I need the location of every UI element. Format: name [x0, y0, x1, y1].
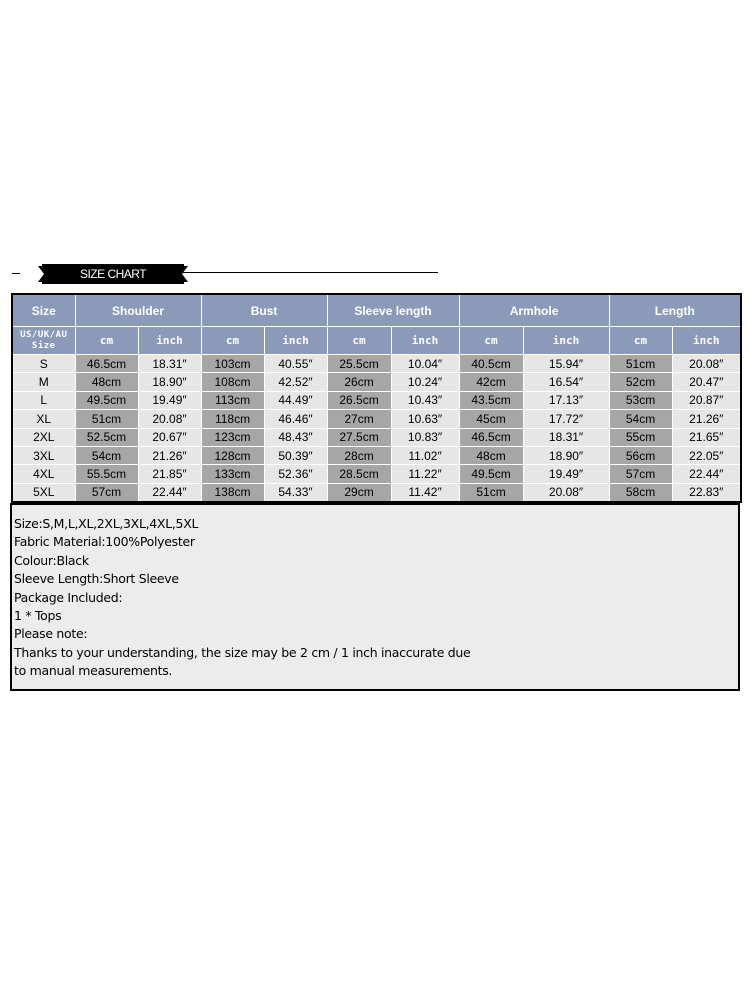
header-rule — [182, 272, 438, 273]
cm-value-cell: 49.5cm — [75, 391, 138, 409]
cm-value-cell: 51cm — [75, 410, 138, 428]
unit-cm: cm — [201, 327, 264, 355]
cm-value-cell: 103cm — [201, 355, 264, 373]
size-label-cell: 4XL — [12, 465, 75, 483]
inch-value-cell: 17.72″ — [523, 410, 609, 428]
cm-value-cell: 138cm — [201, 483, 264, 502]
note-line: 1 * Tops — [14, 608, 62, 623]
cm-value-cell: 53cm — [609, 391, 672, 409]
product-notes — [10, 503, 740, 691]
header-bust: Bust — [201, 294, 327, 327]
cm-value-cell: 108cm — [201, 373, 264, 391]
table-row — [12, 355, 741, 373]
size-table — [11, 293, 742, 503]
size-label-cell: 3XL — [12, 446, 75, 464]
inch-value-cell: 40.55″ — [264, 355, 327, 373]
cm-value-cell: 27cm — [327, 410, 391, 428]
inch-value-cell: 22.05″ — [672, 446, 741, 464]
cm-value-cell: 45cm — [459, 410, 523, 428]
table-group-header — [12, 294, 741, 327]
inch-value-cell: 21.26″ — [672, 410, 741, 428]
size-chart-title: SIZE CHART — [79, 267, 147, 281]
inch-value-cell: 20.47″ — [672, 373, 741, 391]
size-label-cell: M — [12, 373, 75, 391]
header-dash — [12, 273, 20, 274]
cm-value-cell: 52cm — [609, 373, 672, 391]
table-row — [12, 446, 741, 464]
inch-value-cell: 21.26″ — [138, 446, 201, 464]
size-label-cell: 5XL — [12, 483, 75, 502]
header-length: Length — [609, 294, 741, 327]
cm-value-cell: 51cm — [609, 355, 672, 373]
cm-value-cell: 25.5cm — [327, 355, 391, 373]
unit-inch: inch — [672, 327, 741, 355]
inch-value-cell: 20.08″ — [138, 410, 201, 428]
inch-value-cell: 18.31″ — [523, 428, 609, 446]
inch-value-cell: 10.83″ — [391, 428, 459, 446]
note-line: to manual measurements. — [14, 663, 173, 679]
unit-cm: cm — [609, 327, 672, 355]
cm-value-cell: 28cm — [327, 446, 391, 464]
cm-value-cell: 128cm — [201, 446, 264, 464]
inch-value-cell: 22.44″ — [138, 483, 201, 502]
inch-value-cell: 10.63″ — [391, 410, 459, 428]
inch-value-cell: 48.43″ — [264, 428, 327, 446]
inch-value-cell: 11.42″ — [391, 483, 459, 502]
cm-value-cell: 27.5cm — [327, 428, 391, 446]
header-armhole: Armhole — [459, 294, 609, 327]
cm-value-cell: 55.5cm — [75, 465, 138, 483]
inch-value-cell: 19.49″ — [138, 391, 201, 409]
header-shoulder: Shoulder — [75, 294, 201, 327]
cm-value-cell: 57cm — [75, 483, 138, 502]
table-row — [12, 465, 741, 483]
inch-value-cell: 22.44″ — [672, 465, 741, 483]
table-row — [12, 428, 741, 446]
inch-value-cell: 10.43″ — [391, 391, 459, 409]
cm-value-cell: 42cm — [459, 373, 523, 391]
inch-value-cell: 21.65″ — [672, 428, 741, 446]
note-line: Size:S,M,L,XL,2XL,3XL,4XL,5XL — [14, 516, 199, 531]
inch-value-cell: 15.94″ — [523, 355, 609, 373]
inch-value-cell: 18.90″ — [523, 446, 609, 464]
cm-value-cell: 43.5cm — [459, 391, 523, 409]
inch-value-cell: 16.54″ — [523, 373, 609, 391]
inch-value-cell: 20.08″ — [523, 483, 609, 502]
cm-value-cell: 55cm — [609, 428, 672, 446]
inch-value-cell: 52.36″ — [264, 465, 327, 483]
cm-value-cell: 26cm — [327, 373, 391, 391]
cm-value-cell: 54cm — [609, 410, 672, 428]
inch-value-cell: 20.08″ — [672, 355, 741, 373]
header-sleeve-length: Sleeve length — [327, 294, 459, 327]
inch-value-cell: 20.87″ — [672, 391, 741, 409]
size-label-cell: L — [12, 391, 75, 409]
unit-inch: inch — [264, 327, 327, 355]
table-row — [12, 373, 741, 391]
cm-value-cell: 29cm — [327, 483, 391, 502]
cm-value-cell: 46.5cm — [459, 428, 523, 446]
inch-value-cell: 10.04″ — [391, 355, 459, 373]
size-label-cell: 2XL — [12, 428, 75, 446]
unit-inch: inch — [523, 327, 609, 355]
unit-inch: inch — [391, 327, 459, 355]
inch-value-cell: 11.22″ — [391, 465, 459, 483]
unit-cm: cm — [327, 327, 391, 355]
unit-cm: cm — [459, 327, 523, 355]
table-row — [12, 483, 741, 502]
table-row — [12, 391, 741, 409]
cm-value-cell: 26.5cm — [327, 391, 391, 409]
cm-value-cell: 118cm — [201, 410, 264, 428]
size-label-cell: XL — [12, 410, 75, 428]
size-label-cell: S — [12, 355, 75, 373]
cm-value-cell: 52.5cm — [75, 428, 138, 446]
note-line: Fabric Material:100%Polyester — [14, 534, 195, 550]
inch-value-cell: 42.52″ — [264, 373, 327, 391]
inch-value-cell: 22.83″ — [672, 483, 741, 502]
note-line: Package Included: — [14, 589, 123, 605]
cm-value-cell: 58cm — [609, 483, 672, 502]
cm-value-cell: 48cm — [75, 373, 138, 391]
inch-value-cell: 11.02″ — [391, 446, 459, 464]
cm-value-cell: 123cm — [201, 428, 264, 446]
cm-value-cell: 40.5cm — [459, 355, 523, 373]
inch-value-cell: 18.90″ — [138, 373, 201, 391]
header-size-region: US/UK/AU Size — [12, 327, 75, 355]
inch-value-cell: 20.67″ — [138, 428, 201, 446]
note-line: Please note: — [14, 626, 88, 642]
cm-value-cell: 28.5cm — [327, 465, 391, 483]
cm-value-cell: 133cm — [201, 465, 264, 483]
cm-value-cell: 46.5cm — [75, 355, 138, 373]
note-line: Thanks to your understanding, the size may be 2 cm / 1 inch inaccurate due — [14, 644, 471, 660]
inch-value-cell: 54.33″ — [264, 483, 327, 502]
inch-value-cell: 10.24″ — [391, 373, 459, 391]
unit-cm: cm — [75, 327, 138, 355]
inch-value-cell: 46.46″ — [264, 410, 327, 428]
note-line: Sleeve Length:Short Sleeve — [14, 571, 179, 587]
cm-value-cell: 56cm — [609, 446, 672, 464]
cm-value-cell: 48cm — [459, 446, 523, 464]
inch-value-cell: 21.85″ — [138, 465, 201, 483]
cm-value-cell: 51cm — [459, 483, 523, 502]
cm-value-cell: 49.5cm — [459, 465, 523, 483]
cm-value-cell: 57cm — [609, 465, 672, 483]
size-chart-banner — [38, 264, 188, 284]
size-chart-header — [12, 262, 432, 286]
inch-value-cell: 44.49″ — [264, 391, 327, 409]
inch-value-cell: 18.31″ — [138, 355, 201, 373]
unit-inch: inch — [138, 327, 201, 355]
table-unit-header — [12, 327, 741, 355]
inch-value-cell: 17.13″ — [523, 391, 609, 409]
cm-value-cell: 113cm — [201, 391, 264, 409]
note-line: Colour:Black — [14, 552, 89, 568]
table-row — [12, 410, 741, 428]
inch-value-cell: 19.49″ — [523, 465, 609, 483]
header-size: Size — [12, 294, 75, 327]
inch-value-cell: 50.39″ — [264, 446, 327, 464]
cm-value-cell: 54cm — [75, 446, 138, 464]
